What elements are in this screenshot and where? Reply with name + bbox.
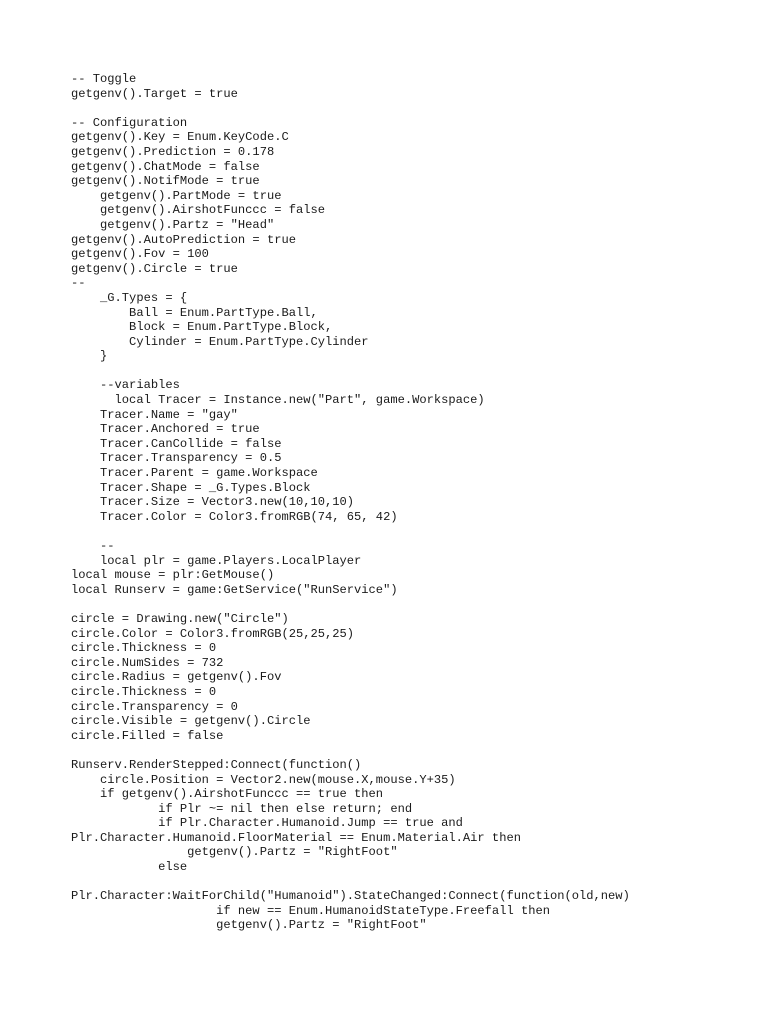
code-line: circle.Filled = false xyxy=(71,728,224,743)
code-line: Cylinder = Enum.PartType.Cylinder xyxy=(71,334,369,349)
code-line: else xyxy=(71,860,188,875)
code-line: Block = Enum.PartType.Block, xyxy=(71,320,333,335)
code-line: getgenv().Prediction = 0.178 xyxy=(71,144,275,159)
code-line: -- Configuration xyxy=(71,115,188,130)
code-line: local mouse = plr:GetMouse() xyxy=(71,568,275,583)
code-line: getgenv().Target = true xyxy=(71,86,238,101)
code-line: circle = Drawing.new("Circle") xyxy=(71,611,289,626)
code-line: -- xyxy=(71,539,115,553)
code-line: getgenv().AirshotFunccc = false xyxy=(71,203,326,218)
code-line: getgenv().AutoPrediction = true xyxy=(71,232,296,247)
code-line xyxy=(71,101,630,116)
code-line: Tracer.Color = Color3.fromRGB(74, 65, 42) xyxy=(71,509,398,524)
code-line: getgenv().PartMode = true xyxy=(71,188,282,203)
code-line: if Plr ~= nil then else return; end xyxy=(71,801,413,816)
code-line: getgenv().Fov = 100 xyxy=(71,247,209,262)
code-line: if new == Enum.HumanoidStateType.Freefall then xyxy=(71,903,550,918)
code-line: getgenv().Key = Enum.KeyCode.C xyxy=(71,130,289,145)
code-line: circle.Thickness = 0 xyxy=(71,684,217,699)
code-line: local Tracer = Instance.new("Part", game.Workspace) xyxy=(71,393,485,408)
code-line: circle.Thickness = 0 xyxy=(71,641,217,656)
code-line: -- xyxy=(71,276,86,291)
code-line: Tracer.Name = "gay" xyxy=(71,407,238,422)
code-line: Tracer.CanCollide = false xyxy=(71,436,282,451)
code-line: Tracer.Parent = game.Workspace xyxy=(71,466,318,481)
code-line: getgenv().Partz = "RightFoot" xyxy=(71,845,398,860)
code-line: circle.NumSides = 732 xyxy=(71,655,224,670)
code-line: _G.Types = { xyxy=(71,290,188,305)
code-line: local plr = game.Players.LocalPlayer xyxy=(71,553,362,568)
code-line: if getgenv().AirshotFunccc == true then xyxy=(71,787,384,802)
code-line: local Runserv = game:GetService("RunService") xyxy=(71,582,398,597)
code-line: circle.Visible = getgenv().Circle xyxy=(71,714,311,729)
code-line: Plr.Character:WaitForChild("Humanoid").StateChanged:Connect(function(old,new) xyxy=(71,889,630,904)
code-line: Tracer.Shape = _G.Types.Block xyxy=(71,480,311,495)
code-line: } xyxy=(71,349,108,364)
code-line: -- Toggle xyxy=(71,72,137,86)
code-line: getgenv().NotifMode = true xyxy=(71,174,260,189)
code-line: getgenv().ChatMode = false xyxy=(71,159,260,174)
code-line: circle.Color = Color3.fromRGB(25,25,25) xyxy=(71,626,355,641)
code-block xyxy=(71,72,630,933)
code-line xyxy=(71,364,630,379)
code-line: getgenv().Partz = "RightFoot" xyxy=(71,918,427,933)
code-line: circle.Transparency = 0 xyxy=(71,699,238,714)
code-line: getgenv().Partz = "Head" xyxy=(71,217,275,232)
code-line: circle.Position = Vector2.new(mouse.X,mouse.Y+35) xyxy=(71,772,456,787)
code-line: if Plr.Character.Humanoid.Jump == true and xyxy=(71,816,463,831)
code-line: circle.Radius = getgenv().Fov xyxy=(71,670,282,685)
code-line: Plr.Character.Humanoid.FloorMaterial == Enum.Material.Air then xyxy=(71,830,521,845)
code-line xyxy=(71,743,630,758)
code-line xyxy=(71,524,630,539)
code-line: Tracer.Transparency = 0.5 xyxy=(71,451,282,466)
code-line xyxy=(71,597,630,612)
code-line: getgenv().Circle = true xyxy=(71,261,238,276)
code-line xyxy=(71,875,630,890)
code-line: --variables xyxy=(71,378,180,393)
code-line: Runserv.RenderStepped:Connect(function() xyxy=(71,757,362,772)
code-line: Ball = Enum.PartType.Ball, xyxy=(71,305,318,320)
code-line: Tracer.Anchored = true xyxy=(71,422,260,437)
code-line: Tracer.Size = Vector3.new(10,10,10) xyxy=(71,495,355,510)
